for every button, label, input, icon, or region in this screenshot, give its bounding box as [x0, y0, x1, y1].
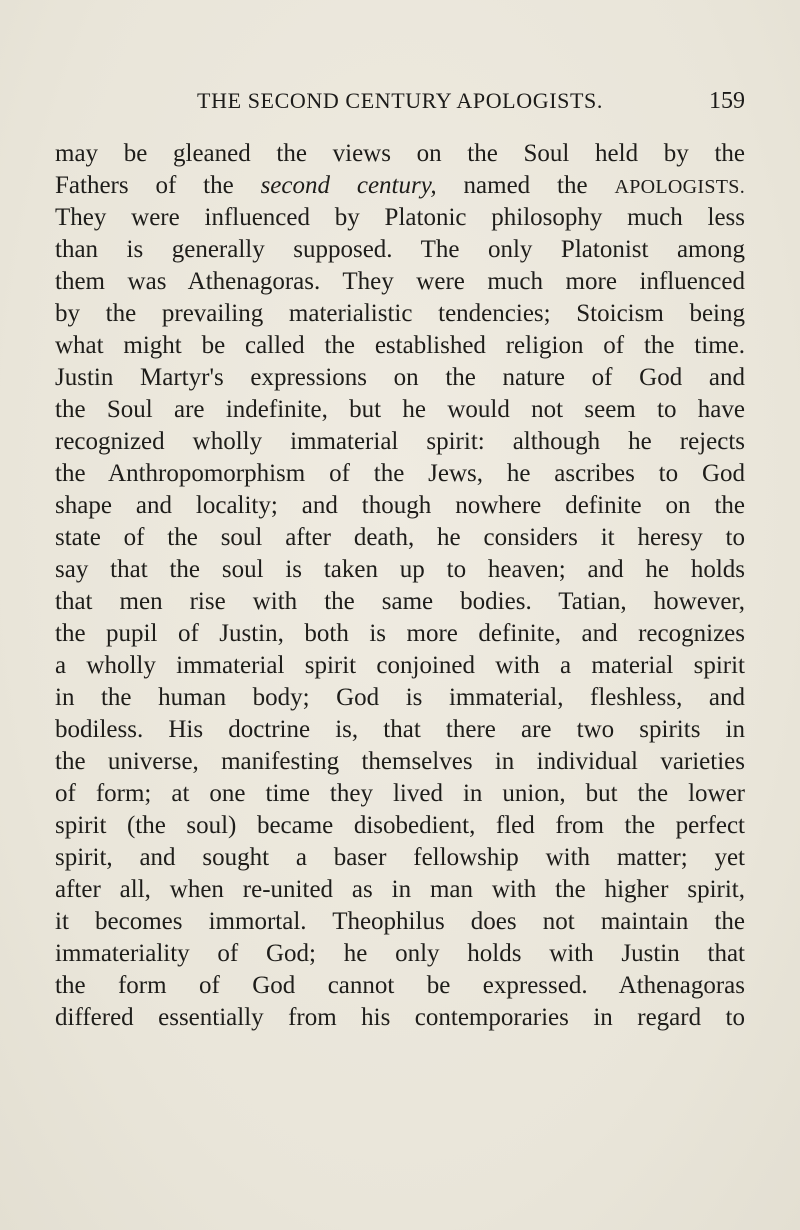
- text-line: in the human body; God is immaterial, fleshless, and: [55, 684, 745, 711]
- text-line: bodiless. His doctrine is, that there are two spirits in: [55, 716, 745, 743]
- text-line: spirit, and sought a baser fellowship with matter; yet: [55, 844, 745, 871]
- text-line: They were influenced by Platonic philosophy much less: [55, 204, 745, 231]
- text-line: Justin Martyr's expressions on the nature of God and: [55, 364, 745, 391]
- text-line: of form; at one time they lived in union, but the lower: [55, 780, 745, 807]
- text-line: by the prevailing materialistic tendencies; Stoicism being: [55, 300, 745, 327]
- text-line: may be gleaned the views on the Soul held by the: [55, 140, 745, 167]
- running-header: [55, 88, 745, 118]
- text-line: differed essentially from his contemporaries in regard to: [55, 1004, 745, 1031]
- text-line: immateriality of God; he only holds with Justin that: [55, 940, 745, 967]
- text-line: the form of God cannot be expressed. Athenagoras: [55, 972, 745, 999]
- text-line: than is generally supposed. The only Platonist among: [55, 236, 745, 263]
- text-line: shape and locality; and though nowhere definite on the: [55, 492, 745, 519]
- text-line: it becomes immortal. Theophilus does not maintain the: [55, 908, 745, 935]
- emphasis-text: second century,: [260, 172, 437, 199]
- body-paragraph: [55, 138, 745, 1034]
- text-line: a wholly immaterial spirit conjoined with a material spirit: [55, 652, 745, 679]
- page-number: 159: [709, 88, 745, 114]
- text-line: [55, 170, 745, 202]
- text-line: say that the soul is taken up to heaven; and he holds: [55, 556, 745, 583]
- text-line: what might be called the established religion of the time.: [55, 332, 745, 359]
- text-line: after all, when re-united as in man with the higher spirit,: [55, 876, 745, 903]
- text-line: that men rise with the same bodies. Tatian, however,: [55, 588, 745, 615]
- text-line: state of the soul after death, he considers it heresy to: [55, 524, 745, 551]
- small-caps-text: APOLOGISTS.: [614, 176, 745, 198]
- text-line: recognized wholly immaterial spirit: although he rejects: [55, 428, 745, 455]
- text-line: spirit (the soul) became disobedient, fled from the perfect: [55, 812, 745, 839]
- text-line: them was Athenagoras. They were much more influenced: [55, 268, 745, 295]
- text-line: the Soul are indefinite, but he would not seem to have: [55, 396, 745, 423]
- running-title: THE SECOND CENTURY APOLOGISTS.: [197, 88, 603, 113]
- text-line: the universe, manifesting themselves in individual varieties: [55, 748, 745, 775]
- text-line: the Anthropomorphism of the Jews, he ascribes to God: [55, 460, 745, 487]
- text-line: the pupil of Justin, both is more definite, and recognizes: [55, 620, 745, 647]
- text-segment: named the: [436, 172, 615, 199]
- text-segment: Fathers of the: [55, 172, 261, 199]
